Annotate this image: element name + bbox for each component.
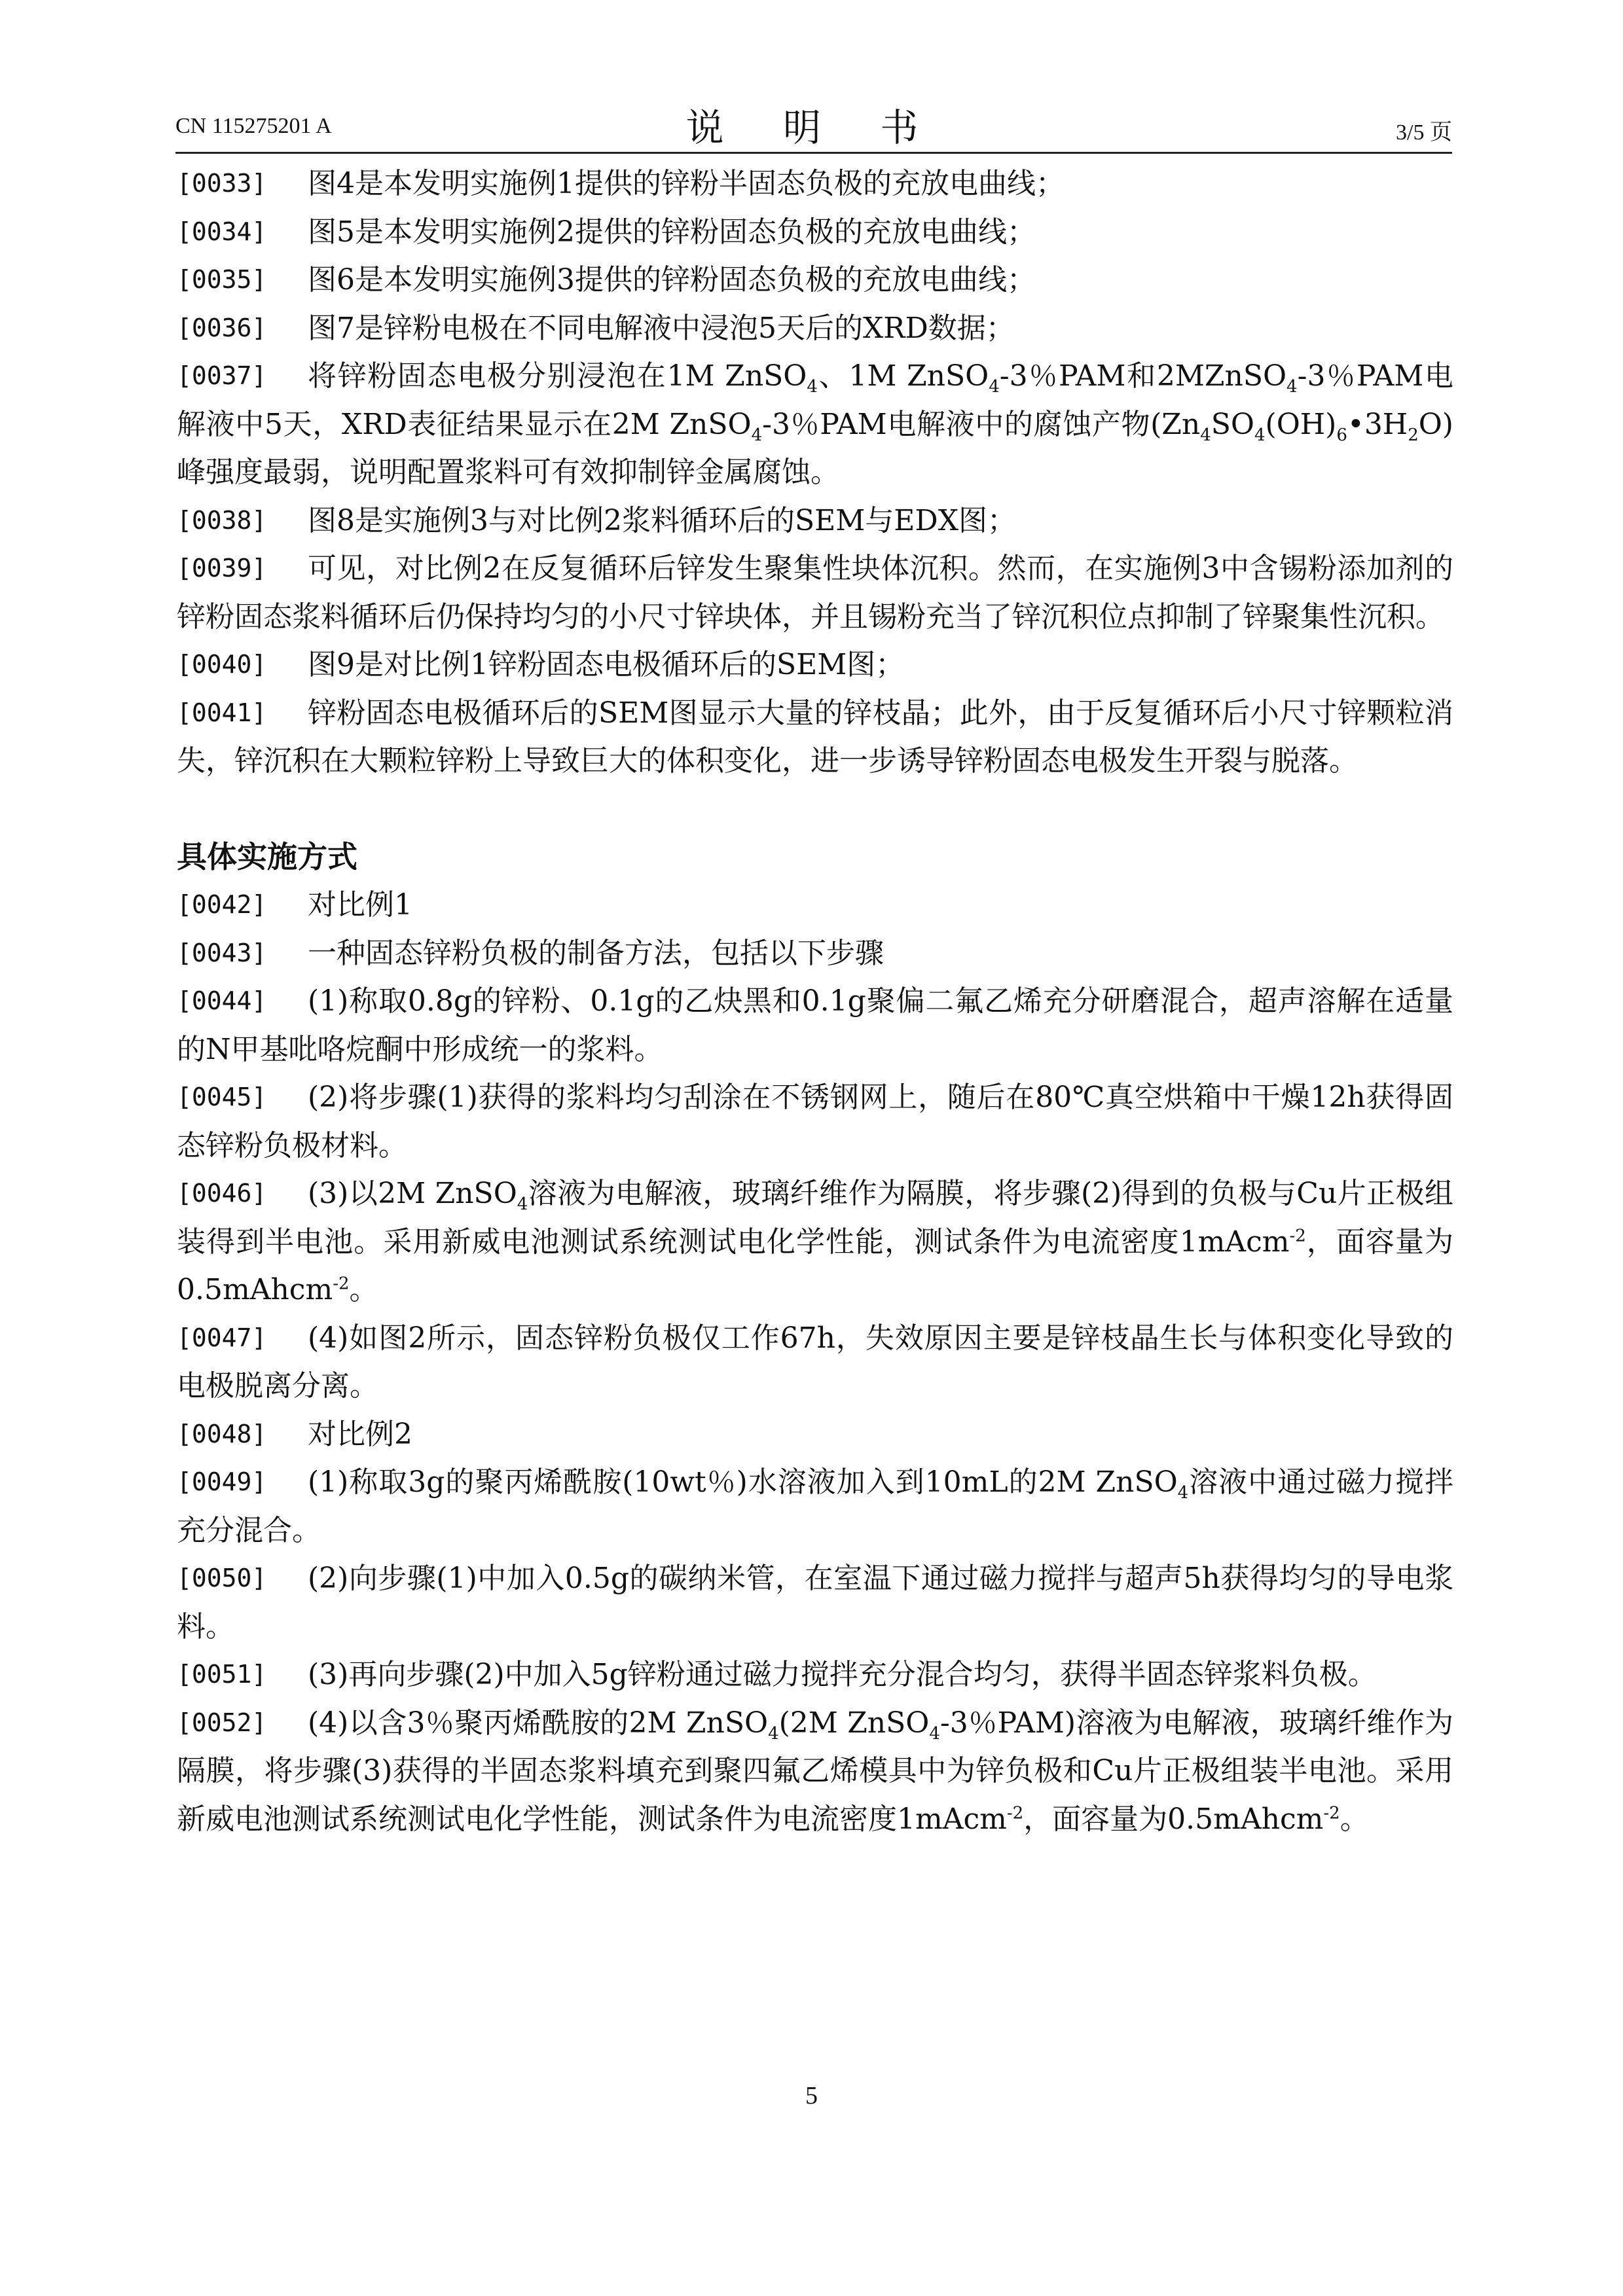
- subscript: 6: [1336, 425, 1347, 445]
- paragraph: [177, 641, 1453, 689]
- paragraph-number: [0051]: [177, 1660, 267, 1689]
- subscript: 4: [989, 376, 1000, 397]
- text-run: -3％PAM电解液中的腐蚀产物(Zn: [762, 407, 1201, 441]
- subscript: 4: [1254, 425, 1266, 445]
- header-divider: [175, 152, 1452, 154]
- paragraph-number: [0035]: [177, 265, 267, 294]
- paragraph-text: 图5是本发明实施例2提供的锌粉固态负极的充放电曲线；: [308, 215, 1036, 249]
- text-run: (2M ZnSO: [778, 1706, 930, 1740]
- paragraph-text: 锌粉固态电极循环后的SEM图显示大量的锌枝晶；此外，由于反复循环后小尺寸锌颗粒消失，锌沉积在大颗粒锌粉上导致巨大的体积变化，进一步诱导锌粉固态电极发生开裂与脱落。: [177, 696, 1453, 778]
- paragraph-text: (3)再向步骤(2)中加入5g锌粉通过磁力搅拌充分混合均匀，获得半固态锌浆料负极。: [308, 1658, 1377, 1691]
- paragraph-number: [0043]: [177, 938, 267, 967]
- subscript: 4: [1177, 1482, 1189, 1503]
- subscript: 4: [1286, 376, 1298, 397]
- subscript: 4: [1200, 425, 1211, 445]
- text-run: 。: [1340, 1802, 1369, 1836]
- paragraph: [177, 1170, 1453, 1314]
- subscript: 4: [929, 1723, 940, 1744]
- text-run: 溶液中通过磁力搅拌充分混合。: [177, 1465, 1453, 1547]
- paragraph-text: (2)向步骤(1)中加入0.5g的碳纳米管，在室温下通过磁力搅拌与超声5h获得均匀的导电浆料。: [177, 1562, 1453, 1643]
- paragraph-text: (2)将步骤(1)获得的浆料均匀刮涂在不锈钢网上，随后在80℃真空烘箱中干燥12h获得固态锌粉负极材料。: [177, 1081, 1453, 1162]
- paragraph: [177, 304, 1453, 353]
- paragraph-number: [0036]: [177, 313, 267, 342]
- paragraph-number: [0044]: [177, 986, 267, 1015]
- paragraph: [177, 497, 1453, 545]
- paragraph-text: 图6是本发明实施例3提供的锌粉固态负极的充放电曲线；: [308, 263, 1036, 296]
- paragraph-number: [0042]: [177, 890, 267, 919]
- paragraph-number: [0049]: [177, 1467, 267, 1496]
- document-title: 说 明 书: [685, 105, 942, 150]
- paragraph-number: [0041]: [177, 698, 267, 727]
- paragraph: [177, 352, 1453, 497]
- paragraph-number: [0046]: [177, 1179, 267, 1208]
- text-run: (4)以含3％聚丙烯酰胺的2M ZnSO: [308, 1706, 769, 1740]
- text-run: -3％PAM)溶液为电解液，玻璃纤维作为隔膜，将步骤(3)获得的半固态浆料填充到聚四氟乙烯模具中为锌负极和Cu片正极组装半电池。采用新威电池测试系统测试电化学性能，测试条件为电流密度1mAcm: [177, 1706, 1454, 1836]
- paragraph-number: [0034]: [177, 217, 267, 246]
- subscript: 4: [751, 425, 763, 445]
- paragraph-number: [0040]: [177, 650, 267, 679]
- paragraph-text: 图9是对比例1锌粉固态电极循环后的SEM图；: [308, 648, 905, 681]
- text-run: 将锌粉固态电极分别浸泡在1M ZnSO: [308, 359, 807, 393]
- paragraph-number: [0047]: [177, 1323, 267, 1352]
- text-run: (1)称取3g的聚丙烯酰胺(10wt％)水溶液加入到10mL的2M ZnSO: [308, 1465, 1178, 1499]
- paragraph-text: 对比例2: [308, 1417, 412, 1451]
- paragraph: [177, 1314, 1453, 1410]
- document-number: CN 115275201 A: [175, 114, 332, 138]
- text-run: (OH): [1265, 407, 1337, 441]
- paragraph-text: (4)如图2所示，固态锌粉负极仅工作67h，失效原因主要是锌枝晶生长与体积变化导致的电极脱离分离。: [177, 1321, 1453, 1403]
- paragraph-number: [0033]: [177, 169, 267, 198]
- superscript: -2: [1289, 1225, 1306, 1246]
- text-run: -3％PAM和2MZnSO: [999, 359, 1287, 393]
- paragraph-number: [0052]: [177, 1708, 267, 1737]
- document-body: [177, 160, 1453, 1843]
- superscript: -2: [1323, 1803, 1340, 1823]
- paragraph-number: [0050]: [177, 1564, 267, 1592]
- paragraph-text: (1)称取0.8g的锌粉、0.1g的乙炔黑和0.1g聚偏二氟乙烯充分研磨混合，超声溶解在适量的N甲基吡咯烷酮中形成统一的浆料。: [177, 984, 1453, 1066]
- paragraph: [177, 1073, 1453, 1170]
- text-run: (3)以2M ZnSO: [308, 1177, 517, 1210]
- paragraph: [177, 1410, 1453, 1459]
- text-run: ，面容量为0.5mAhcm: [1023, 1802, 1324, 1836]
- text-run: ，面容量为0.5mAhcm: [177, 1225, 1453, 1306]
- text-run: 。: [349, 1273, 378, 1306]
- paragraph: [177, 929, 1453, 978]
- paragraph-number: [0048]: [177, 1419, 267, 1448]
- paragraph-text: 图8是实施例3与对比例2浆料循环后的SEM与EDX图；: [308, 503, 1017, 537]
- paragraph: [177, 977, 1453, 1073]
- paragraph: [177, 1699, 1453, 1844]
- superscript: -2: [1006, 1803, 1024, 1823]
- superscript: -2: [333, 1274, 350, 1294]
- paragraph: [177, 1554, 1453, 1651]
- text-run: O)峰强度最弱，说明配置浆料可有效抑制锌金属腐蚀。: [177, 407, 1453, 489]
- subscript: 4: [517, 1194, 528, 1214]
- section-heading: 具体实施方式: [177, 838, 357, 874]
- page-info: 3/5 页: [1396, 120, 1452, 145]
- subscript: 4: [807, 376, 818, 397]
- paragraph-number: [0038]: [177, 505, 267, 535]
- page-number: 5: [805, 2082, 818, 2109]
- paragraph: [177, 160, 1453, 208]
- subscript: 2: [1408, 425, 1419, 445]
- text-run: -3％PAM电解液中5天，XRD表征结果显示在2M ZnSO: [177, 359, 1453, 441]
- paragraph: [177, 1651, 1453, 1699]
- paragraph: [177, 881, 1453, 929]
- text-run: 溶液为电解液，玻璃纤维作为隔膜，将步骤(2)得到的负极与Cu片正极组装得到半电池。采用新威电池测试系统测试电化学性能，测试条件为电流密度1mAcm: [177, 1177, 1454, 1259]
- paragraph-text: 可见，对比例2在反复循环后锌发生聚集性块体沉积。然而，在实施例3中含锡粉添加剂的锌粉固态浆料循环后仍保持均匀的小尺寸锌块体，并且锡粉充当了锌沉积位点抑制了锌聚集性沉积。: [177, 552, 1453, 634]
- page-header: [175, 97, 1452, 156]
- text-run: SO: [1211, 407, 1254, 441]
- paragraph: [177, 1458, 1453, 1554]
- paragraph: [177, 256, 1453, 304]
- paragraph-number: [0045]: [177, 1083, 267, 1111]
- paragraph-text: 图4是本发明实施例1提供的锌粉半固态负极的充放电曲线；: [308, 167, 1065, 200]
- paragraph: [177, 208, 1453, 257]
- paragraph-text: 对比例1: [308, 888, 412, 922]
- paragraph-number: [0037]: [177, 361, 267, 390]
- paragraph-number: [0039]: [177, 554, 267, 583]
- paragraph: [177, 545, 1453, 641]
- paragraph-text: 一种固态锌粉负极的制备方法，包括以下步骤: [308, 936, 884, 970]
- subscript: 4: [768, 1723, 779, 1744]
- text-run: 、1M ZnSO: [817, 359, 989, 393]
- text-run: •3H: [1347, 407, 1408, 441]
- paragraph-text: 图7是锌粉电极在不同电解液中浸泡5天后的XRD数据；: [308, 311, 1015, 345]
- paragraph: [177, 689, 1453, 785]
